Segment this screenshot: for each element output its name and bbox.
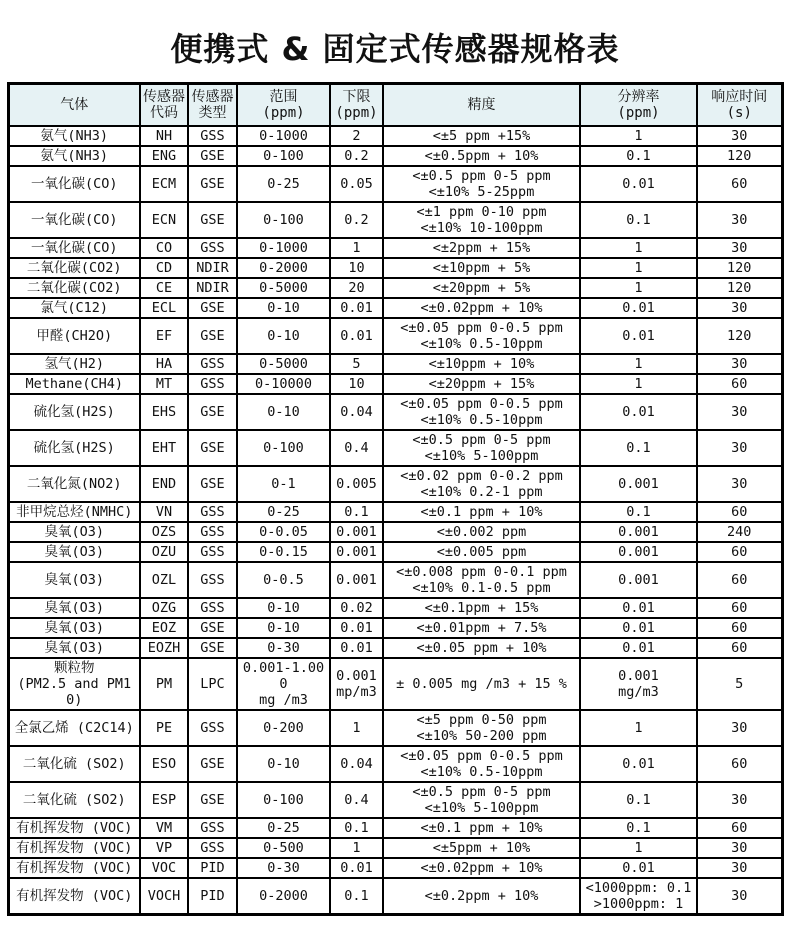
- cell-code: OZU: [140, 542, 188, 562]
- cell-range: 0-30: [237, 858, 330, 878]
- cell-code: EHS: [140, 394, 188, 430]
- table-row: [8, 838, 782, 858]
- cell-type: GSS: [188, 598, 237, 618]
- cell-resolution: 0.01: [580, 638, 697, 658]
- cell-accuracy: <±0.5ppm + 10%: [383, 146, 580, 166]
- cell-response: 60: [697, 542, 782, 562]
- cell-type: GSE: [188, 430, 237, 466]
- cell-accuracy: <±5ppm + 10%: [383, 838, 580, 858]
- cell-response: 60: [697, 638, 782, 658]
- cell-code: PE: [140, 710, 188, 746]
- cell-resolution: 0.01: [580, 858, 697, 878]
- cell-response: 240: [697, 522, 782, 542]
- cell-limit: 0.1: [330, 818, 383, 838]
- table-row: [8, 318, 782, 354]
- cell-limit: 10: [330, 258, 383, 278]
- cell-resolution: 0.01: [580, 618, 697, 638]
- cell-type: PID: [188, 878, 237, 915]
- cell-limit: 0.01: [330, 298, 383, 318]
- cell-range: 0-10: [237, 618, 330, 638]
- table-row: [8, 818, 782, 838]
- cell-code: ECM: [140, 166, 188, 202]
- cell-range: 0-10: [237, 298, 330, 318]
- cell-range: 0-10: [237, 394, 330, 430]
- cell-response: 60: [697, 502, 782, 522]
- cell-gas: 臭氧(O3): [8, 522, 140, 542]
- cell-response: 30: [697, 394, 782, 430]
- cell-resolution: 0.01: [580, 298, 697, 318]
- table-row: [8, 202, 782, 238]
- cell-resolution: 0.001: [580, 522, 697, 542]
- cell-accuracy: <±0.2ppm + 10%: [383, 878, 580, 915]
- cell-resolution: 1: [580, 710, 697, 746]
- table-row: [8, 638, 782, 658]
- table-row: [8, 502, 782, 522]
- cell-response: 60: [697, 166, 782, 202]
- cell-accuracy: <±20ppm + 5%: [383, 278, 580, 298]
- cell-accuracy: <±0.5 ppm 0-5 ppm <±10% 5-25ppm: [383, 166, 580, 202]
- cell-range: 0-100: [237, 430, 330, 466]
- table-row: [8, 878, 782, 915]
- cell-resolution: 1: [580, 354, 697, 374]
- cell-type: GSE: [188, 146, 237, 166]
- cell-response: 120: [697, 278, 782, 298]
- cell-resolution: 0.01: [580, 318, 697, 354]
- cell-code: ESP: [140, 782, 188, 818]
- cell-resolution: 0.1: [580, 818, 697, 838]
- cell-accuracy: <±0.05 ppm 0-0.5 ppm <±10% 0.5-10ppm: [383, 746, 580, 782]
- table-row: [8, 166, 782, 202]
- cell-response: 30: [697, 878, 782, 915]
- cell-range: 0-2000: [237, 258, 330, 278]
- table-row: [8, 858, 782, 878]
- cell-limit: 0.02: [330, 598, 383, 618]
- cell-resolution: 1: [580, 374, 697, 394]
- cell-response: 30: [697, 782, 782, 818]
- cell-response: 30: [697, 202, 782, 238]
- cell-range: 0-10: [237, 318, 330, 354]
- cell-gas: 一氧化碳(CO): [8, 202, 140, 238]
- cell-resolution: 0.1: [580, 146, 697, 166]
- cell-range: 0-25: [237, 166, 330, 202]
- cell-type: NDIR: [188, 258, 237, 278]
- cell-code: EOZ: [140, 618, 188, 638]
- cell-type: GSE: [188, 166, 237, 202]
- cell-gas: 臭氧(O3): [8, 618, 140, 638]
- cell-response: 120: [697, 258, 782, 278]
- cell-limit: 0.01: [330, 318, 383, 354]
- cell-range: 0-10000: [237, 374, 330, 394]
- cell-response: 30: [697, 354, 782, 374]
- cell-resolution: 0.1: [580, 502, 697, 522]
- cell-type: GSS: [188, 502, 237, 522]
- table-row: [8, 618, 782, 638]
- cell-code: MT: [140, 374, 188, 394]
- cell-code: EF: [140, 318, 188, 354]
- cell-accuracy: <±10ppm + 5%: [383, 258, 580, 278]
- cell-code: VN: [140, 502, 188, 522]
- cell-type: GSE: [188, 202, 237, 238]
- cell-limit: 10: [330, 374, 383, 394]
- cell-resolution: 0.1: [580, 202, 697, 238]
- cell-limit: 0.05: [330, 166, 383, 202]
- table-row: [8, 238, 782, 258]
- cell-range: 0-5000: [237, 278, 330, 298]
- cell-gas: 臭氧(O3): [8, 542, 140, 562]
- cell-accuracy: <±0.05 ppm 0-0.5 ppm <±10% 0.5-10ppm: [383, 318, 580, 354]
- cell-accuracy: <±10ppm + 10%: [383, 354, 580, 374]
- cell-range: 0-0.5: [237, 562, 330, 598]
- table-row: [8, 710, 782, 746]
- cell-code: VOCH: [140, 878, 188, 915]
- cell-code: END: [140, 466, 188, 502]
- cell-range: 0-100: [237, 782, 330, 818]
- page-title: 便携式 & 固定式传感器规格表: [170, 30, 620, 68]
- table-row: [8, 466, 782, 502]
- cell-type: GSS: [188, 710, 237, 746]
- cell-limit: 0.2: [330, 146, 383, 166]
- cell-resolution: 0.01: [580, 746, 697, 782]
- cell-accuracy: <±0.02 ppm 0-0.2 ppm <±10% 0.2-1 ppm: [383, 466, 580, 502]
- cell-accuracy: <±5 ppm +15%: [383, 126, 580, 146]
- cell-gas: 臭氧(O3): [8, 562, 140, 598]
- cell-accuracy: <±0.02ppm + 10%: [383, 298, 580, 318]
- col-header-range: 范围 (ppm): [237, 84, 330, 127]
- col-header-gas: 气体: [8, 84, 140, 127]
- cell-accuracy: <±5 ppm 0-50 ppm <±10% 50-200 ppm: [383, 710, 580, 746]
- cell-gas: Methane(CH4): [8, 374, 140, 394]
- table-row: [8, 658, 782, 710]
- cell-type: GSE: [188, 466, 237, 502]
- cell-range: 0.001-1.000 mg /m3: [237, 658, 330, 710]
- cell-resolution: 1: [580, 278, 697, 298]
- cell-code: OZG: [140, 598, 188, 618]
- cell-code: HA: [140, 354, 188, 374]
- cell-accuracy: <±0.008 ppm 0-0.1 ppm <±10% 0.1-0.5 ppm: [383, 562, 580, 598]
- cell-response: 30: [697, 430, 782, 466]
- cell-code: EHT: [140, 430, 188, 466]
- cell-limit: 0.04: [330, 394, 383, 430]
- cell-response: 60: [697, 818, 782, 838]
- cell-resolution: 0.001 mg/m3: [580, 658, 697, 710]
- cell-code: CE: [140, 278, 188, 298]
- cell-response: 30: [697, 838, 782, 858]
- cell-response: 60: [697, 374, 782, 394]
- cell-resolution: 1: [580, 838, 697, 858]
- cell-code: OZL: [140, 562, 188, 598]
- cell-accuracy: <±0.05 ppm + 10%: [383, 638, 580, 658]
- cell-response: 30: [697, 710, 782, 746]
- cell-limit: 0.005: [330, 466, 383, 502]
- cell-response: 30: [697, 298, 782, 318]
- cell-limit: 1: [330, 710, 383, 746]
- cell-limit: 20: [330, 278, 383, 298]
- cell-limit: 2: [330, 126, 383, 146]
- table-row: [8, 258, 782, 278]
- cell-response: 5: [697, 658, 782, 710]
- cell-code: VM: [140, 818, 188, 838]
- cell-type: GSS: [188, 562, 237, 598]
- table-row: [8, 746, 782, 782]
- cell-gas: 颗粒物 (PM2.5 and PM10): [8, 658, 140, 710]
- cell-accuracy: <±0.1 ppm + 10%: [383, 502, 580, 522]
- cell-range: 0-25: [237, 818, 330, 838]
- cell-type: PID: [188, 858, 237, 878]
- cell-type: GSE: [188, 746, 237, 782]
- cell-resolution: 0.001: [580, 542, 697, 562]
- cell-range: 0-2000: [237, 878, 330, 915]
- cell-code: OZS: [140, 522, 188, 542]
- cell-range: 0-10: [237, 598, 330, 618]
- cell-gas: 氯气(C12): [8, 298, 140, 318]
- cell-resolution: 1: [580, 238, 697, 258]
- cell-limit: 0.04: [330, 746, 383, 782]
- cell-response: 60: [697, 598, 782, 618]
- cell-limit: 0.001: [330, 522, 383, 542]
- col-header-resolution: 分辨率 (ppm): [580, 84, 697, 127]
- cell-type: GSS: [188, 238, 237, 258]
- cell-accuracy: <±0.02ppm + 10%: [383, 858, 580, 878]
- cell-code: ECL: [140, 298, 188, 318]
- table-row: [8, 146, 782, 166]
- cell-type: GSS: [188, 522, 237, 542]
- cell-limit: 0.1: [330, 878, 383, 915]
- cell-limit: 0.4: [330, 782, 383, 818]
- col-header-accuracy: 精度: [383, 84, 580, 127]
- cell-accuracy: <±0.05 ppm 0-0.5 ppm <±10% 0.5-10ppm: [383, 394, 580, 430]
- cell-code: NH: [140, 126, 188, 146]
- table-row: [8, 278, 782, 298]
- cell-limit: 0.1: [330, 502, 383, 522]
- cell-response: 120: [697, 318, 782, 354]
- cell-resolution: 1: [580, 126, 697, 146]
- col-header-limit: 下限 (ppm): [330, 84, 383, 127]
- cell-type: GSE: [188, 298, 237, 318]
- cell-type: GSE: [188, 638, 237, 658]
- cell-limit: 5: [330, 354, 383, 374]
- table-row: [8, 430, 782, 466]
- table-row: [8, 298, 782, 318]
- cell-code: ENG: [140, 146, 188, 166]
- cell-limit: 0.001: [330, 542, 383, 562]
- cell-response: 30: [697, 238, 782, 258]
- cell-gas: 氢气(H2): [8, 354, 140, 374]
- cell-range: 0-0.05: [237, 522, 330, 542]
- col-header-type: 传感器 类型: [188, 84, 237, 127]
- cell-gas: 一氧化碳(CO): [8, 238, 140, 258]
- cell-resolution: 0.1: [580, 782, 697, 818]
- cell-gas: 全氯乙烯 (C2C14): [8, 710, 140, 746]
- cell-type: GSS: [188, 818, 237, 838]
- col-header-response: 响应时间 (s): [697, 84, 782, 127]
- cell-response: 60: [697, 562, 782, 598]
- cell-accuracy: <±0.005 ppm: [383, 542, 580, 562]
- cell-resolution: 0.01: [580, 166, 697, 202]
- cell-range: 0-1: [237, 466, 330, 502]
- cell-type: GSS: [188, 542, 237, 562]
- cell-limit: 0.01: [330, 858, 383, 878]
- cell-accuracy: ± 0.005 mg /m3 + 15 %: [383, 658, 580, 710]
- cell-resolution: <1000ppm: 0.1 >1000ppm: 1: [580, 878, 697, 915]
- cell-accuracy: <±0.002 ppm: [383, 522, 580, 542]
- cell-code: ECN: [140, 202, 188, 238]
- cell-response: 60: [697, 618, 782, 638]
- table-row: [8, 522, 782, 542]
- cell-resolution: 0.001: [580, 466, 697, 502]
- cell-range: 0-1000: [237, 238, 330, 258]
- table-row: [8, 374, 782, 394]
- cell-gas: 二氧化碳(CO2): [8, 278, 140, 298]
- cell-accuracy: <±0.5 ppm 0-5 ppm <±10% 5-100ppm: [383, 782, 580, 818]
- cell-code: ESO: [140, 746, 188, 782]
- cell-limit: 0.001 mp/m3: [330, 658, 383, 710]
- cell-gas: 非甲烷总烃(NMHC): [8, 502, 140, 522]
- cell-range: 0-0.15: [237, 542, 330, 562]
- cell-type: GSS: [188, 374, 237, 394]
- cell-gas: 氨气(NH3): [8, 126, 140, 146]
- cell-accuracy: <±20ppm + 15%: [383, 374, 580, 394]
- cell-accuracy: <±1 ppm 0-10 ppm <±10% 10-100ppm: [383, 202, 580, 238]
- cell-type: GSE: [188, 782, 237, 818]
- cell-type: GSE: [188, 318, 237, 354]
- cell-range: 0-30: [237, 638, 330, 658]
- cell-response: 120: [697, 146, 782, 166]
- cell-response: 60: [697, 746, 782, 782]
- table-row: [8, 394, 782, 430]
- cell-range: 0-200: [237, 710, 330, 746]
- cell-gas: 硫化氢(H2S): [8, 394, 140, 430]
- cell-type: GSS: [188, 126, 237, 146]
- table-row: [8, 782, 782, 818]
- cell-limit: 1: [330, 838, 383, 858]
- cell-gas: 甲醛(CH2O): [8, 318, 140, 354]
- cell-response: 30: [697, 858, 782, 878]
- cell-code: EOZH: [140, 638, 188, 658]
- table-row: [8, 542, 782, 562]
- cell-gas: 有机挥发物 (VOC): [8, 838, 140, 858]
- table-row: [8, 562, 782, 598]
- cell-gas: 二氧化硫 (SO2): [8, 746, 140, 782]
- cell-resolution: 0.01: [580, 394, 697, 430]
- cell-accuracy: <±0.5 ppm 0-5 ppm <±10% 5-100ppm: [383, 430, 580, 466]
- cell-range: 0-25: [237, 502, 330, 522]
- cell-gas: 二氧化氮(NO2): [8, 466, 140, 502]
- cell-gas: 有机挥发物 (VOC): [8, 818, 140, 838]
- table-row: [8, 126, 782, 146]
- table-header-row: [8, 84, 782, 127]
- cell-type: GSE: [188, 394, 237, 430]
- cell-gas: 臭氧(O3): [8, 598, 140, 618]
- cell-range: 0-100: [237, 202, 330, 238]
- cell-code: VP: [140, 838, 188, 858]
- cell-response: 30: [697, 466, 782, 502]
- sensor-spec-table: [7, 82, 784, 916]
- cell-range: 0-500: [237, 838, 330, 858]
- cell-limit: 0.2: [330, 202, 383, 238]
- cell-code: VOC: [140, 858, 188, 878]
- cell-range: 0-5000: [237, 354, 330, 374]
- cell-gas: 氨气(NH3): [8, 146, 140, 166]
- cell-limit: 1: [330, 238, 383, 258]
- cell-range: 0-1000: [237, 126, 330, 146]
- cell-accuracy: <±0.1 ppm + 10%: [383, 818, 580, 838]
- cell-limit: 0.001: [330, 562, 383, 598]
- cell-accuracy: <±0.1ppm + 15%: [383, 598, 580, 618]
- cell-type: GSS: [188, 354, 237, 374]
- cell-gas: 有机挥发物 (VOC): [8, 858, 140, 878]
- cell-resolution: 0.1: [580, 430, 697, 466]
- cell-type: GSS: [188, 838, 237, 858]
- cell-type: NDIR: [188, 278, 237, 298]
- cell-limit: 0.4: [330, 430, 383, 466]
- cell-resolution: 1: [580, 258, 697, 278]
- cell-range: 0-10: [237, 746, 330, 782]
- cell-limit: 0.01: [330, 638, 383, 658]
- cell-gas: 二氧化碳(CO2): [8, 258, 140, 278]
- cell-gas: 一氧化碳(CO): [8, 166, 140, 202]
- cell-code: CD: [140, 258, 188, 278]
- cell-type: GSE: [188, 618, 237, 638]
- cell-resolution: 0.01: [580, 598, 697, 618]
- cell-gas: 硫化氢(H2S): [8, 430, 140, 466]
- cell-accuracy: <±0.01ppm + 7.5%: [383, 618, 580, 638]
- table-row: [8, 598, 782, 618]
- cell-response: 30: [697, 126, 782, 146]
- cell-resolution: 0.001: [580, 562, 697, 598]
- cell-code: CO: [140, 238, 188, 258]
- cell-gas: 臭氧(O3): [8, 638, 140, 658]
- table-row: [8, 354, 782, 374]
- cell-range: 0-100: [237, 146, 330, 166]
- cell-code: PM: [140, 658, 188, 710]
- cell-accuracy: <±2ppm + 15%: [383, 238, 580, 258]
- cell-gas: 有机挥发物 (VOC): [8, 878, 140, 915]
- cell-gas: 二氧化硫 (SO2): [8, 782, 140, 818]
- cell-limit: 0.01: [330, 618, 383, 638]
- cell-type: LPC: [188, 658, 237, 710]
- col-header-code: 传感器 代码: [140, 84, 188, 127]
